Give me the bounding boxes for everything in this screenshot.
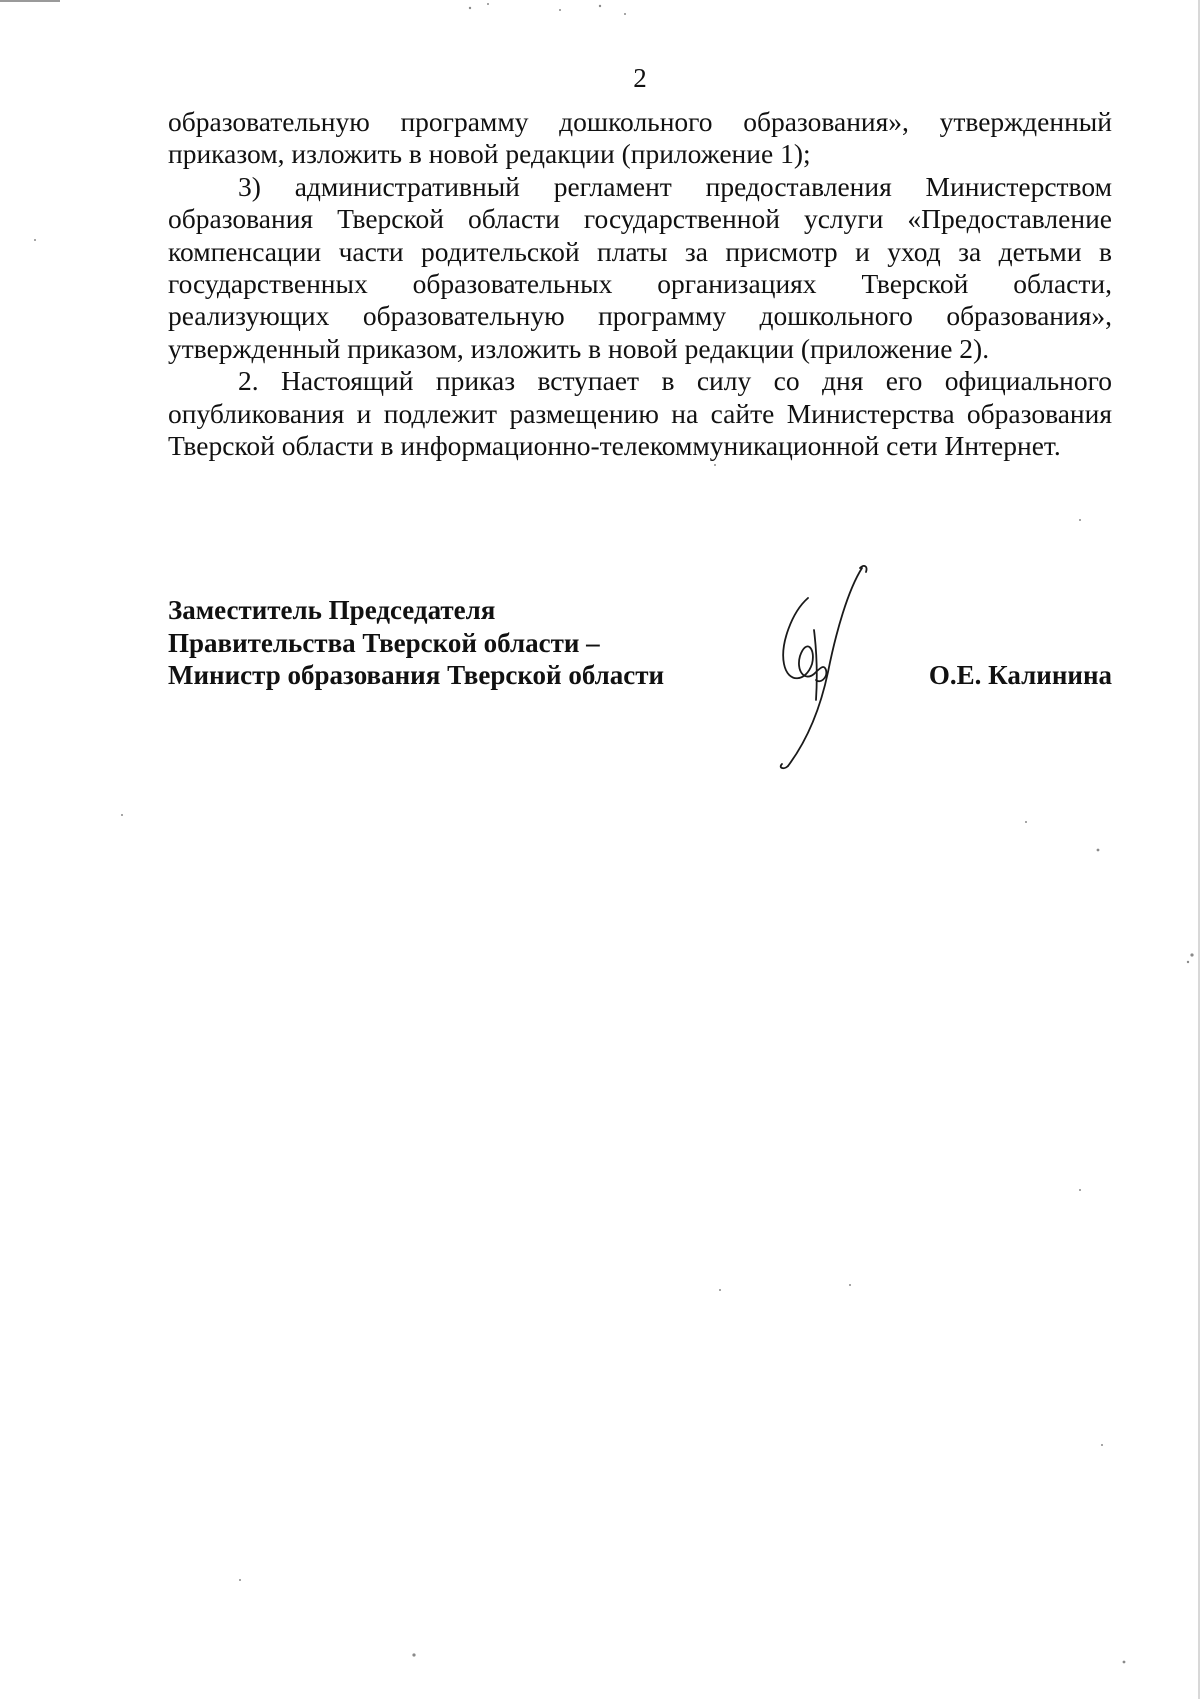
signatory-title-line: Заместитель Председателя — [168, 595, 496, 625]
handwritten-signature — [770, 560, 920, 780]
paragraph-item-3: 3) административный регламент предоставления Министерством образования Тверской области государственной услуги «Предоставление компенсации части родительской платы за присмотр и уход за детьми в государственных образовательных организациях Тверской области, реализующих образовательную программу дошкольного образования», утвержденный приказом, изложить в новой редакции (приложение 2). — [168, 170, 1112, 364]
signatory-title — [168, 594, 664, 692]
paragraph-continuation: образовательную программу дошкольного образования», утвержденный приказом, изложить в новой редакции (приложение 1); — [168, 106, 1112, 170]
order-body-text — [168, 106, 1112, 462]
signatory-title-line: Правительства Тверской области – — [168, 627, 600, 658]
signatory-title-line: Министр образования Тверской области — [168, 660, 665, 690]
page-number: 2 — [633, 63, 647, 93]
paragraph-clause-2: 2. Настоящий приказ вступает в силу со дня его официального опубликования и подлежит размещению на сайте Министерства образования Тверской области в информационно-телекоммуникационной сети Интернет. — [168, 365, 1112, 462]
signatory-name: О.Е. Калинина — [928, 660, 1112, 690]
